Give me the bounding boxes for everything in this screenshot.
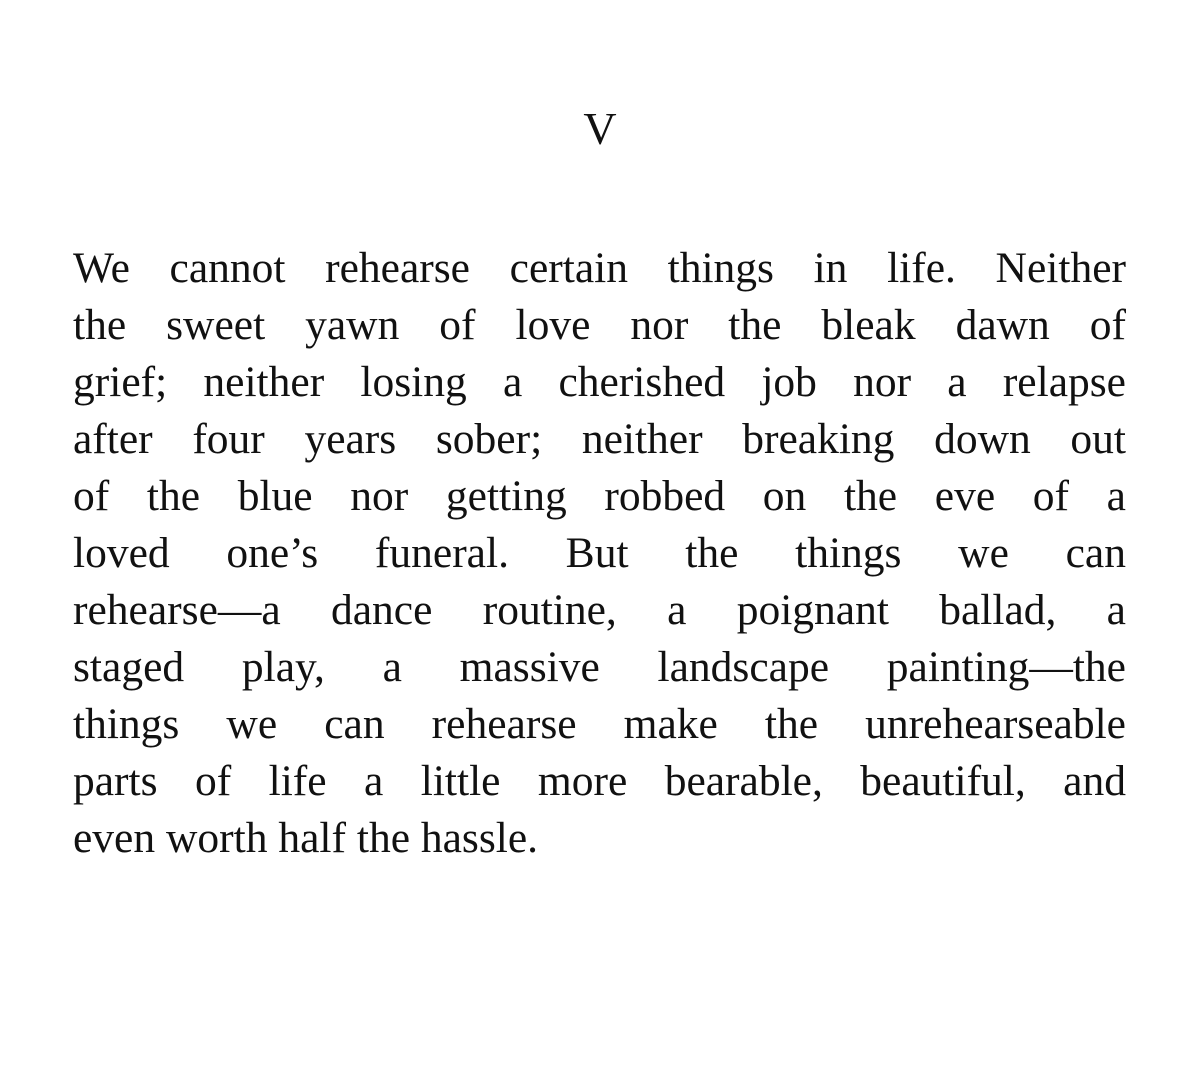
paragraph-line: staged play, a massive landscape painting—the	[73, 643, 1126, 691]
paragraph-line: the sweet yawn of love nor the bleak dawn of	[73, 301, 1126, 349]
paragraph-line: loved one’s funeral. But the things we can	[73, 529, 1126, 577]
paragraph-line: even worth half the hassle.	[73, 814, 539, 862]
paragraph-line: after four years sober; neither breaking down out	[73, 415, 1126, 463]
paragraph-line: things we can rehearse make the unrehearseable	[73, 700, 1126, 748]
body-paragraph	[73, 240, 1126, 867]
paragraph-line: of the blue nor getting robbed on the eve of a	[73, 472, 1126, 520]
paragraph-line: parts of life a little more bearable, beautiful, and	[73, 757, 1126, 805]
paragraph-line: rehearse—a dance routine, a poignant ballad, a	[73, 586, 1126, 634]
paragraph-line: We cannot rehearse certain things in life. Neither	[73, 244, 1126, 292]
section-heading: V	[583, 103, 617, 154]
paragraph-line: grief; neither losing a cherished job nor a relapse	[73, 358, 1126, 406]
